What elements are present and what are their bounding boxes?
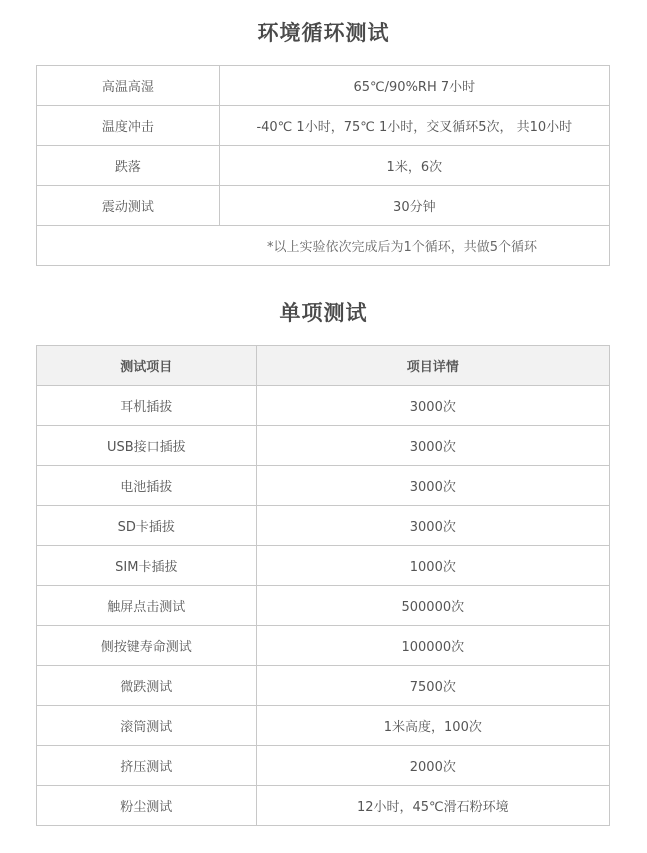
test-item-cell: 高温高湿 bbox=[37, 66, 220, 106]
table-row bbox=[37, 106, 610, 146]
table-row bbox=[37, 146, 610, 186]
test-item-cell: SIM卡插拔 bbox=[37, 546, 257, 586]
test-detail-cell: 1米高度，100次 bbox=[256, 706, 609, 746]
test-item-cell: 触屏点击测试 bbox=[37, 586, 257, 626]
table-row bbox=[37, 586, 610, 626]
table-row bbox=[37, 626, 610, 666]
test-detail-cell: 3000次 bbox=[256, 466, 609, 506]
test-detail-cell: 3000次 bbox=[256, 426, 609, 466]
table-row bbox=[37, 706, 610, 746]
test-detail-cell: 12小时，45℃滑石粉环境 bbox=[256, 786, 609, 826]
table-row bbox=[37, 666, 610, 706]
test-item-cell: SD卡插拔 bbox=[37, 506, 257, 546]
table-row bbox=[37, 466, 610, 506]
test-detail-cell: 65℃/90%RH 7小时 bbox=[219, 66, 609, 106]
table-row bbox=[37, 386, 610, 426]
table-row bbox=[37, 66, 610, 106]
single-section-title: 单项测试 bbox=[279, 301, 368, 325]
table-row bbox=[37, 426, 610, 466]
test-detail-cell: 2000次 bbox=[256, 746, 609, 786]
test-detail-cell: 1米，6次 bbox=[219, 146, 609, 186]
test-item-cell: 粉尘测试 bbox=[37, 786, 257, 826]
test-item-cell: 震动测试 bbox=[37, 186, 220, 226]
test-detail-cell: 3000次 bbox=[256, 506, 609, 546]
cycle-note: *以上实验依次完成后为1个循环，共做5个循环 bbox=[37, 226, 610, 266]
table-row bbox=[37, 546, 610, 586]
column-header-item: 测试项目 bbox=[37, 346, 257, 386]
test-detail-cell: 3000次 bbox=[256, 386, 609, 426]
table-row bbox=[37, 186, 610, 226]
test-item-cell: 侧按键寿命测试 bbox=[37, 626, 257, 666]
test-item-cell: 挤压测试 bbox=[37, 746, 257, 786]
test-item-cell: 跌落 bbox=[37, 146, 220, 186]
test-detail-cell: 100000次 bbox=[256, 626, 609, 666]
table-row bbox=[37, 226, 610, 266]
environment-table bbox=[36, 65, 610, 266]
table-row bbox=[37, 746, 610, 786]
test-detail-cell: 500000次 bbox=[256, 586, 609, 626]
test-item-cell: 耳机插拔 bbox=[37, 386, 257, 426]
test-detail-cell: 1000次 bbox=[256, 546, 609, 586]
table-row bbox=[37, 786, 610, 826]
environment-section-title: 环境循环测试 bbox=[257, 21, 390, 45]
test-detail-cell: 7500次 bbox=[256, 666, 609, 706]
test-item-cell: 微跌测试 bbox=[37, 666, 257, 706]
test-detail-cell: 30分钟 bbox=[219, 186, 609, 226]
test-item-cell: 温度冲击 bbox=[37, 106, 220, 146]
test-detail-cell: -40℃ 1小时，75℃ 1小时，交叉循环5次， 共10小时 bbox=[219, 106, 609, 146]
table-row bbox=[37, 506, 610, 546]
test-item-cell: USB接口插拔 bbox=[37, 426, 257, 466]
column-header-detail: 项目详情 bbox=[256, 346, 609, 386]
test-item-cell: 滚筒测试 bbox=[37, 706, 257, 746]
test-item-cell: 电池插拔 bbox=[37, 466, 257, 506]
table-header-row bbox=[37, 346, 610, 386]
single-test-table bbox=[36, 345, 610, 826]
